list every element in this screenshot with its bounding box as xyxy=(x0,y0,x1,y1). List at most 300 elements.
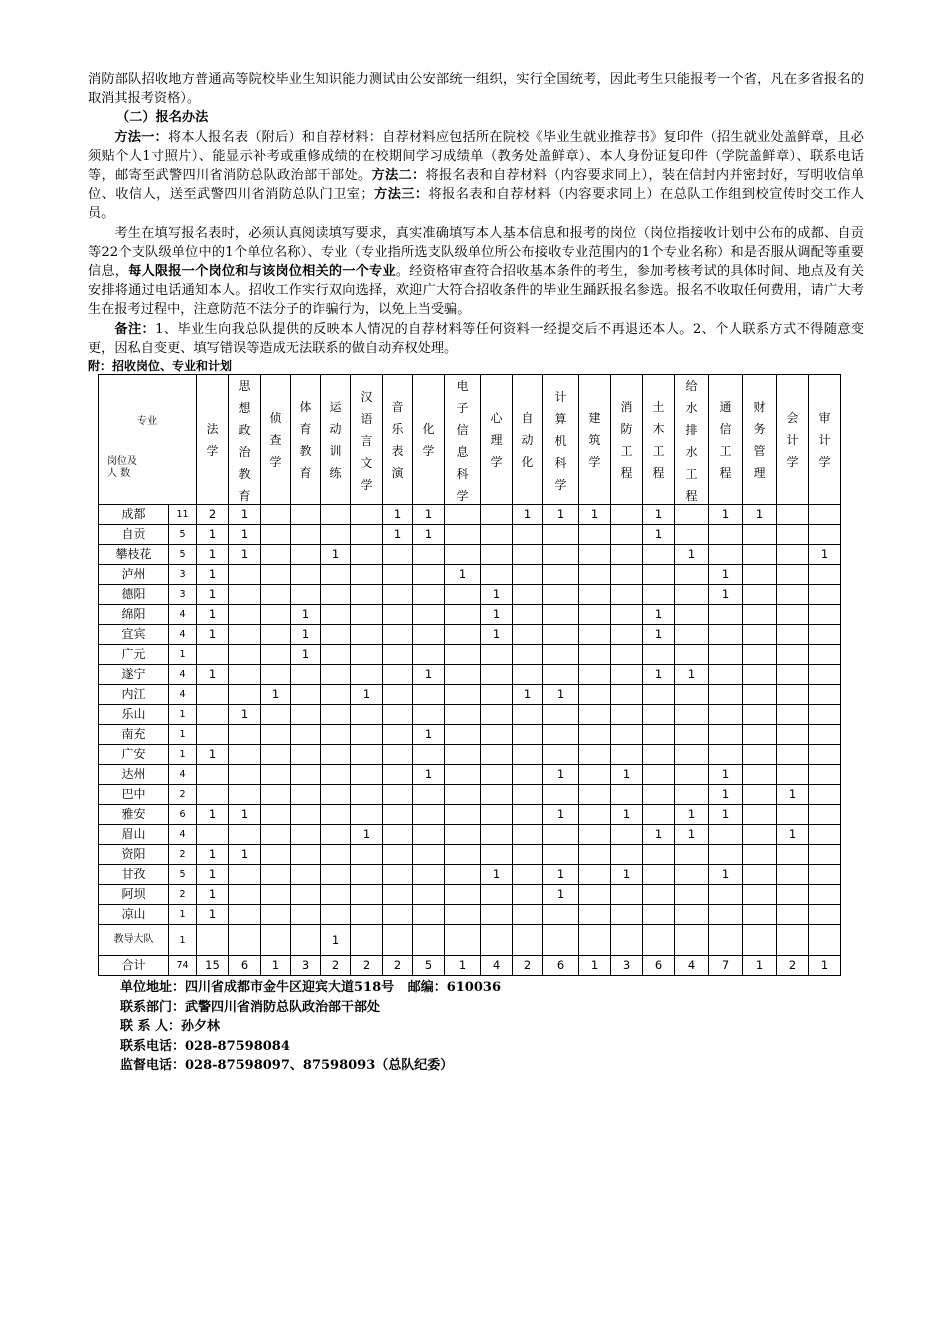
quota-cell xyxy=(743,525,777,545)
quota-cell xyxy=(445,885,481,905)
quota-cell xyxy=(809,625,841,645)
post-count-cell: 2 xyxy=(169,845,197,865)
post-location-cell: 广元 xyxy=(99,645,169,665)
quota-cell xyxy=(481,805,513,825)
quota-cell xyxy=(743,745,777,765)
quota-cell xyxy=(383,805,413,825)
quota-cell xyxy=(197,705,229,725)
quota-cell xyxy=(709,905,743,925)
quota-cell xyxy=(809,525,841,545)
post-location-cell: 凉山 xyxy=(99,905,169,925)
quota-cell: 1 xyxy=(413,725,445,745)
quota-cell xyxy=(481,905,513,925)
quota-cell xyxy=(743,605,777,625)
quota-cell xyxy=(675,765,709,785)
quota-cell xyxy=(481,745,513,765)
table-body xyxy=(99,505,841,976)
quota-cell xyxy=(445,505,481,525)
quota-cell xyxy=(513,625,543,645)
quota-cell xyxy=(611,825,643,845)
quota-cell xyxy=(351,545,383,565)
quota-cell xyxy=(383,865,413,885)
quota-cell xyxy=(579,825,611,845)
quota-cell xyxy=(611,785,643,805)
table-row xyxy=(99,845,841,865)
quota-cell: 1 xyxy=(709,585,743,605)
quota-cell xyxy=(445,905,481,925)
quota-cell xyxy=(513,825,543,845)
quota-cell xyxy=(513,805,543,825)
quota-cell: 1 xyxy=(229,545,261,565)
major-header: 汉语言文学 xyxy=(351,375,383,505)
contact-block xyxy=(88,978,864,1076)
quota-cell xyxy=(579,845,611,865)
quota-cell xyxy=(321,605,351,625)
quota-cell xyxy=(413,785,445,805)
major-header: 建筑学 xyxy=(579,375,611,505)
quota-cell xyxy=(611,725,643,745)
document-page xyxy=(88,70,864,1076)
quota-cell xyxy=(675,605,709,625)
quota-cell xyxy=(291,845,321,865)
quota-cell xyxy=(611,605,643,625)
quota-cell xyxy=(383,825,413,845)
quota-cell xyxy=(643,765,675,785)
quota-cell: 1 xyxy=(675,545,709,565)
quota-cell: 2 xyxy=(351,956,383,976)
quota-cell xyxy=(351,845,383,865)
quota-cell xyxy=(743,905,777,925)
post-location-cell: 成都 xyxy=(99,505,169,525)
quota-cell: 1 xyxy=(709,785,743,805)
method-1-label: 方法一： xyxy=(114,129,168,145)
quota-cell xyxy=(261,825,291,845)
quota-cell xyxy=(445,645,481,665)
quota-cell: 1 xyxy=(481,625,513,645)
quota-cell xyxy=(383,725,413,745)
quota-cell xyxy=(383,745,413,765)
quota-cell: 7 xyxy=(709,956,743,976)
quota-cell xyxy=(383,545,413,565)
quota-cell xyxy=(413,805,445,825)
quota-cell: 6 xyxy=(643,956,675,976)
quota-cell xyxy=(643,545,675,565)
contact-person: 联 系 人：孙夕林 xyxy=(120,1019,221,1035)
quota-cell xyxy=(413,585,445,605)
table-row xyxy=(99,785,841,805)
contact-address: 单位地址：四川省成都市金牛区迎宾大道518号 邮编：610036 xyxy=(120,980,501,996)
quota-cell xyxy=(709,525,743,545)
quota-cell xyxy=(513,605,543,625)
quota-cell xyxy=(643,745,675,765)
quota-cell: 4 xyxy=(481,956,513,976)
quota-cell xyxy=(383,885,413,905)
quota-cell xyxy=(543,785,579,805)
quota-cell xyxy=(413,645,445,665)
quota-cell xyxy=(261,765,291,785)
quota-cell xyxy=(675,745,709,765)
quota-cell xyxy=(291,705,321,725)
major-header: 财务管理 xyxy=(743,375,777,505)
quota-cell xyxy=(611,685,643,705)
quota-cell xyxy=(291,865,321,885)
quota-cell: 1 xyxy=(743,505,777,525)
quota-cell xyxy=(291,685,321,705)
quota-cell: 1 xyxy=(809,956,841,976)
quota-cell xyxy=(675,865,709,885)
quota-cell xyxy=(709,605,743,625)
quota-cell xyxy=(709,705,743,725)
quota-cell xyxy=(413,745,445,765)
table-corner-cell xyxy=(99,375,197,505)
instructions-emphasis: 每人限报一个岗位和与该岗位相关的一个专业 xyxy=(128,264,396,280)
quota-cell xyxy=(513,585,543,605)
quota-cell xyxy=(777,705,809,725)
table-row xyxy=(99,605,841,625)
quota-cell xyxy=(809,685,841,705)
quota-cell xyxy=(445,605,481,625)
quota-cell xyxy=(383,645,413,665)
quota-cell xyxy=(229,685,261,705)
quota-cell xyxy=(809,825,841,845)
quota-cell xyxy=(809,885,841,905)
quota-cell xyxy=(321,785,351,805)
quota-cell xyxy=(513,845,543,865)
quota-cell xyxy=(197,645,229,665)
quota-cell: 1 xyxy=(709,765,743,785)
quota-cell xyxy=(229,565,261,585)
quota-cell xyxy=(413,685,445,705)
quota-cell xyxy=(481,565,513,585)
quota-cell xyxy=(675,645,709,665)
quota-cell xyxy=(611,545,643,565)
quota-cell xyxy=(291,525,321,545)
quota-cell: 1 xyxy=(197,545,229,565)
quota-cell: 1 xyxy=(579,505,611,525)
quota-cell xyxy=(543,925,579,956)
quota-cell: 1 xyxy=(579,956,611,976)
quota-cell xyxy=(481,665,513,685)
quota-cell: 1 xyxy=(675,805,709,825)
quota-cell xyxy=(291,585,321,605)
quota-cell: 2 xyxy=(383,956,413,976)
quota-cell xyxy=(445,525,481,545)
quota-cell xyxy=(777,885,809,905)
quota-cell: 1 xyxy=(709,805,743,825)
quota-cell: 1 xyxy=(197,805,229,825)
quota-cell xyxy=(351,605,383,625)
quota-cell: 1 xyxy=(197,845,229,865)
quota-cell xyxy=(743,765,777,785)
quota-cell xyxy=(513,525,543,545)
quota-cell xyxy=(777,745,809,765)
quota-cell xyxy=(197,765,229,785)
quota-cell xyxy=(445,845,481,865)
quota-cell xyxy=(743,785,777,805)
quota-cell xyxy=(543,745,579,765)
quota-cell: 1 xyxy=(611,865,643,885)
quota-cell xyxy=(413,845,445,865)
quota-cell xyxy=(611,745,643,765)
quota-cell xyxy=(579,625,611,645)
post-location-cell: 攀枝花 xyxy=(99,545,169,565)
quota-cell xyxy=(611,905,643,925)
quota-cell xyxy=(675,625,709,645)
quota-cell xyxy=(643,805,675,825)
quota-cell xyxy=(229,585,261,605)
quota-cell xyxy=(643,785,675,805)
quota-cell xyxy=(579,745,611,765)
quota-cell xyxy=(261,585,291,605)
quota-cell xyxy=(321,825,351,845)
quota-cell xyxy=(543,625,579,645)
quota-cell: 1 xyxy=(611,765,643,785)
quota-cell: 1 xyxy=(197,665,229,685)
quota-cell xyxy=(383,665,413,685)
post-count-cell: 4 xyxy=(169,825,197,845)
table-row xyxy=(99,765,841,785)
quota-cell: 1 xyxy=(197,565,229,585)
table-row xyxy=(99,585,841,605)
table-row xyxy=(99,956,841,976)
quota-cell xyxy=(261,645,291,665)
quota-cell: 1 xyxy=(229,525,261,545)
method-3-label: 方法三： xyxy=(373,187,429,203)
quota-cell xyxy=(709,725,743,745)
quota-cell: 1 xyxy=(611,805,643,825)
quota-cell xyxy=(229,745,261,765)
quota-cell xyxy=(351,625,383,645)
quota-cell xyxy=(413,545,445,565)
quota-cell: 1 xyxy=(197,745,229,765)
quota-cell xyxy=(383,785,413,805)
quota-cell xyxy=(261,805,291,825)
quota-cell xyxy=(809,925,841,956)
post-count-cell: 2 xyxy=(169,885,197,905)
quota-cell xyxy=(321,665,351,685)
method-2-label: 方法二： xyxy=(371,168,426,184)
quota-cell xyxy=(675,525,709,545)
quota-cell xyxy=(809,665,841,685)
table-row xyxy=(99,625,841,645)
quota-cell xyxy=(579,645,611,665)
quota-cell: 1 xyxy=(543,505,579,525)
contact-phone: 联系电话：028-87598084 xyxy=(120,1038,290,1054)
table-row xyxy=(99,805,841,825)
quota-cell xyxy=(261,545,291,565)
quota-cell xyxy=(611,665,643,685)
section-heading: （二）报名办法 xyxy=(116,110,209,126)
quota-cell: 1 xyxy=(351,685,383,705)
quota-cell xyxy=(579,585,611,605)
quota-cell xyxy=(675,845,709,865)
quota-cell: 3 xyxy=(611,956,643,976)
quota-cell: 1 xyxy=(743,956,777,976)
quota-cell: 1 xyxy=(261,685,291,705)
quota-cell: 1 xyxy=(413,525,445,545)
post-location-cell: 自贡 xyxy=(99,525,169,545)
quota-cell xyxy=(709,745,743,765)
quota-cell xyxy=(777,565,809,585)
table-row xyxy=(99,645,841,665)
quota-cell xyxy=(351,725,383,745)
post-location-cell: 达州 xyxy=(99,765,169,785)
quota-cell xyxy=(321,505,351,525)
quota-cell: 1 xyxy=(229,505,261,525)
quota-cell xyxy=(481,925,513,956)
post-count-cell: 1 xyxy=(169,745,197,765)
quota-cell xyxy=(229,925,261,956)
quota-cell xyxy=(543,545,579,565)
quota-cell xyxy=(643,585,675,605)
quota-cell xyxy=(543,645,579,665)
major-header: 消防工程 xyxy=(611,375,643,505)
instructions-text-b: 。经资格审查符合招收基本条件的考生，参加考核考试的具体时间、地点及有关安排将通过电话通知本人。招收工作实行双向选择，欢迎广大符合招收条件的毕业生踊跃报名参选。报名不收取任何费用，请广大考生在报考过程中，注意防范不法分子的诈骗行为，以免上当受骗。 xyxy=(88,264,865,318)
quota-cell xyxy=(291,665,321,685)
quota-cell: 2 xyxy=(777,956,809,976)
quota-cell xyxy=(351,645,383,665)
quota-cell xyxy=(321,845,351,865)
quota-cell xyxy=(675,925,709,956)
quota-cell xyxy=(777,905,809,925)
major-header: 音乐表演 xyxy=(383,375,413,505)
quota-cell: 1 xyxy=(197,905,229,925)
method-2-text: 将报名表和自荐材料（内容要求同上），装在信封内并密封好，写明收信单位、收信人，送至武警四川省消防总队门卫室； xyxy=(88,168,865,203)
quota-cell xyxy=(513,545,543,565)
post-location-cell: 教导大队 xyxy=(99,925,169,956)
post-location-cell: 内江 xyxy=(99,685,169,705)
quota-cell xyxy=(643,865,675,885)
quota-cell xyxy=(261,845,291,865)
quota-cell xyxy=(481,885,513,905)
quota-cell xyxy=(291,745,321,765)
quota-cell xyxy=(383,585,413,605)
post-count-cell: 3 xyxy=(169,565,197,585)
quota-cell xyxy=(261,705,291,725)
quota-cell xyxy=(743,845,777,865)
post-location-cell: 雅安 xyxy=(99,805,169,825)
major-header: 体育教育 xyxy=(291,375,321,505)
quota-cell xyxy=(513,645,543,665)
quota-cell xyxy=(579,885,611,905)
quota-cell xyxy=(513,925,543,956)
quota-cell: 4 xyxy=(675,956,709,976)
major-header: 通信工程 xyxy=(709,375,743,505)
quota-cell xyxy=(675,505,709,525)
quota-cell: 1 xyxy=(543,865,579,885)
quota-cell xyxy=(229,905,261,925)
post-count-cell: 3 xyxy=(169,585,197,605)
quota-cell xyxy=(743,825,777,845)
quota-cell: 1 xyxy=(481,585,513,605)
quota-cell xyxy=(351,525,383,545)
quota-cell xyxy=(579,705,611,725)
method-1-text: 将本人报名表（附后）和自荐材料：自荐材料应包括所在院校《毕业生就业推荐书》复印件（招生就业处盖鲜章，且必须贴个人1寸照片）、能显示补考或重修成绩的在校期间学习成绩单（教务处盖鲜章）、本人身份证复印件（学院盖鲜章）、联系电话等，邮寄至武警四川省消防总队政治部干部处。 xyxy=(88,129,864,184)
quota-cell xyxy=(643,725,675,745)
quota-cell xyxy=(351,665,383,685)
quota-cell xyxy=(743,925,777,956)
quota-cell: 1 xyxy=(197,605,229,625)
quota-cell xyxy=(611,705,643,725)
quota-cell xyxy=(809,705,841,725)
quota-cell xyxy=(513,665,543,685)
quota-cell: 2 xyxy=(197,505,229,525)
quota-cell xyxy=(777,765,809,785)
quota-cell xyxy=(513,785,543,805)
quota-cell xyxy=(743,565,777,585)
post-count-cell: 2 xyxy=(169,785,197,805)
quota-cell xyxy=(611,585,643,605)
quota-cell xyxy=(445,825,481,845)
quota-cell xyxy=(291,805,321,825)
quota-cell xyxy=(809,745,841,765)
quota-cell xyxy=(709,665,743,685)
table-row xyxy=(99,885,841,905)
quota-cell xyxy=(643,925,675,956)
quota-cell: 1 xyxy=(291,605,321,625)
quota-cell xyxy=(743,585,777,605)
quota-cell xyxy=(611,505,643,525)
quota-cell xyxy=(383,685,413,705)
quota-cell: 1 xyxy=(197,625,229,645)
table-caption: 附：招收岗位、专业和计划 xyxy=(88,359,233,374)
table-row xyxy=(99,865,841,885)
post-location-cell: 眉山 xyxy=(99,825,169,845)
quota-cell xyxy=(321,565,351,585)
quota-cell: 1 xyxy=(513,505,543,525)
quota-cell xyxy=(321,865,351,885)
quota-cell: 6 xyxy=(543,956,579,976)
quota-cell xyxy=(777,805,809,825)
quota-cell xyxy=(743,705,777,725)
quota-cell xyxy=(579,665,611,685)
quota-cell: 15 xyxy=(197,956,229,976)
quota-cell xyxy=(229,645,261,665)
quota-cell xyxy=(809,505,841,525)
quota-cell xyxy=(351,745,383,765)
quota-cell xyxy=(777,645,809,665)
quota-cell xyxy=(383,765,413,785)
quota-cell xyxy=(351,885,383,905)
quota-cell xyxy=(229,725,261,745)
quota-cell xyxy=(413,705,445,725)
quota-cell xyxy=(481,785,513,805)
quota-cell: 1 xyxy=(383,505,413,525)
quota-cell xyxy=(777,685,809,705)
quota-cell: 1 xyxy=(321,545,351,565)
quota-cell xyxy=(543,725,579,745)
quota-cell: 1 xyxy=(643,525,675,545)
table-header-row xyxy=(99,375,841,505)
post-count-cell: 4 xyxy=(169,765,197,785)
post-count-cell: 1 xyxy=(169,925,197,956)
quota-cell xyxy=(675,565,709,585)
major-header: 思想政治教育 xyxy=(229,375,261,505)
quota-cell xyxy=(743,865,777,885)
quota-cell xyxy=(481,685,513,705)
quota-cell xyxy=(513,565,543,585)
quota-cell xyxy=(611,645,643,665)
recruitment-table xyxy=(98,374,841,976)
quota-cell xyxy=(291,505,321,525)
quota-cell xyxy=(445,785,481,805)
quota-cell xyxy=(675,785,709,805)
post-location-cell: 宜宾 xyxy=(99,625,169,645)
quota-cell xyxy=(291,725,321,745)
quota-cell xyxy=(809,605,841,625)
quota-cell xyxy=(321,805,351,825)
quota-cell xyxy=(675,885,709,905)
